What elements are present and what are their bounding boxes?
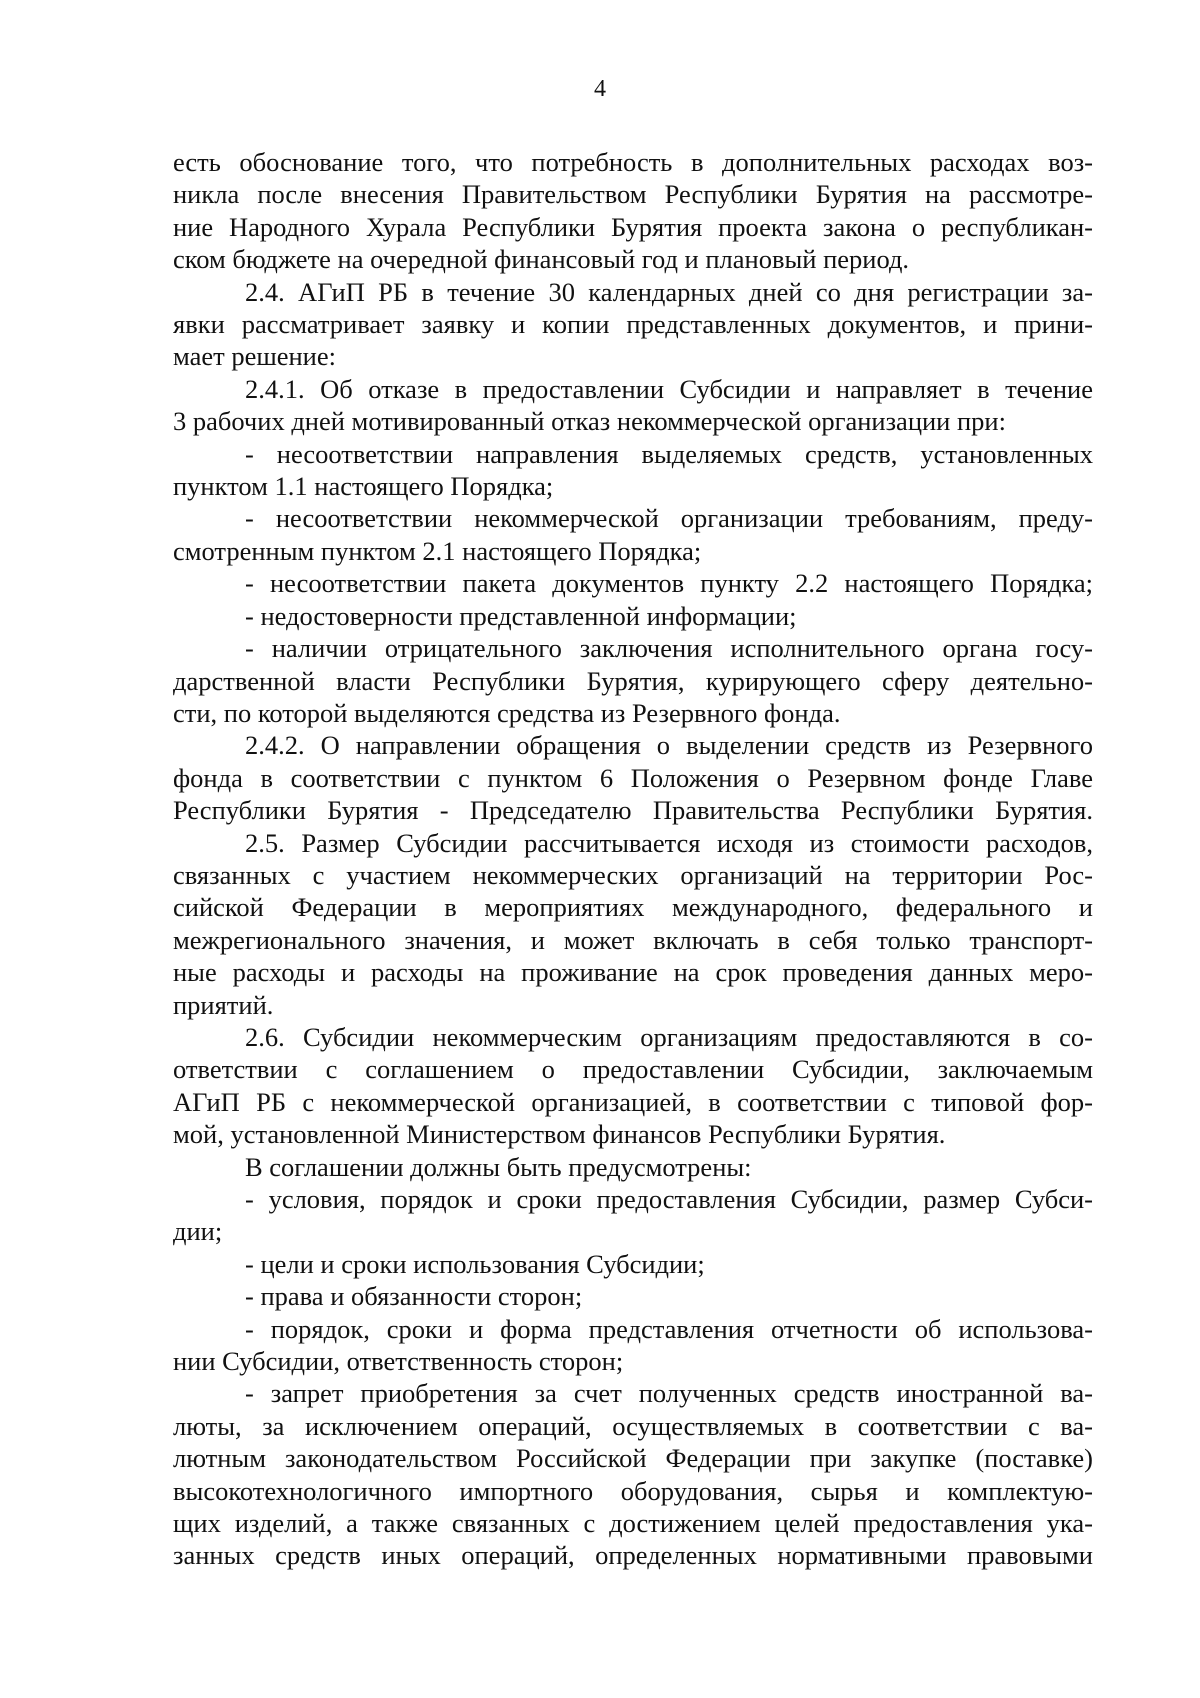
text-line: сти, по которой выделяются средства из Резервного фонда. xyxy=(173,697,841,728)
text-line: мает решение: xyxy=(173,341,336,372)
text-line: лютным законодательством Российской Федерации при закупке (поставке) xyxy=(173,1443,1093,1474)
text-line: - недостоверности представленной информации; xyxy=(245,600,797,631)
text-line: люты, за исключением операций, осуществляемых в соответствии с ва- xyxy=(173,1410,1093,1441)
text-line: - несоответствии пакета документов пункту 2.2 настоящего Порядка; xyxy=(245,568,1093,599)
text-line: никла после внесения Правительством Республики Бурятия на рассмотре- xyxy=(173,179,1093,210)
text-line: 2.4. АГиП РБ в течение 30 календарных дней со дня регистрации за- xyxy=(245,276,1093,307)
text-line: - порядок, сроки и форма представления отчетности об использова- xyxy=(245,1313,1093,1344)
text-line: - права и обязанности сторон; xyxy=(245,1281,583,1312)
text-line: высокотехнологичного импортного оборудования, сырья и комплектую- xyxy=(173,1475,1093,1506)
page-number: 4 xyxy=(594,76,606,102)
text-line: дарственной власти Республики Бурятия, курирующего сферу деятельно- xyxy=(173,665,1093,696)
text-line: межрегионального значения, и может включать в себя только транспорт- xyxy=(173,924,1093,955)
text-line: 2.4.1. Об отказе в предоставлении Субсидии и направляет в течение xyxy=(245,373,1093,404)
text-line: связанных с участием некоммерческих организаций на территории Рос- xyxy=(173,859,1093,890)
text-line: - несоответствии некоммерческой организации требованиям, преду- xyxy=(245,503,1093,534)
text-line: фонда в соответствии с пунктом 6 Положения о Резервном фонде Главе xyxy=(173,762,1093,793)
text-line: ные расходы и расходы на проживание на срок проведения данных меро- xyxy=(173,957,1093,988)
text-line: сийской Федерации в мероприятиях международного, федерального и xyxy=(173,892,1093,923)
text-line: ответствии с соглашением о предоставлении Субсидии, заключаемым xyxy=(173,1054,1093,1085)
text-line: 2.5. Размер Субсидии рассчитывается исходя из стоимости расходов, xyxy=(245,827,1093,858)
document-body xyxy=(173,146,1093,1572)
text-line: АГиП РБ с некоммерческой организацией, в соответствии с типовой фор- xyxy=(173,1086,1093,1117)
text-line: явки рассматривает заявку и копии представленных документов, и прини- xyxy=(173,309,1093,340)
text-line: приятий. xyxy=(173,989,274,1020)
text-line: занных средств иных операций, определенных нормативными правовыми xyxy=(173,1540,1093,1571)
text-line: - запрет приобретения за счет полученных средств иностранной ва- xyxy=(245,1378,1093,1409)
text-line: - цели и сроки использования Субсидии; xyxy=(245,1248,705,1279)
text-line: есть обоснование того, что потребность в дополнительных расходах воз- xyxy=(173,147,1093,177)
text-line: - несоответствии направления выделяемых средств, установленных xyxy=(245,438,1093,469)
text-line: дии; xyxy=(173,1216,223,1247)
text-line: 3 рабочих дней мотивированный отказ некоммерческой организации при: xyxy=(173,406,1006,437)
text-line: 2.6. Субсидии некоммерческим организациям предоставляются в со- xyxy=(245,1021,1093,1052)
text-line: щих изделий, а также связанных с достижением целей предоставления ука- xyxy=(173,1508,1093,1539)
text-line: В соглашении должны быть предусмотрены: xyxy=(245,1151,752,1182)
text-line: Республики Бурятия - Председателю Правительства Республики Бурятия. xyxy=(173,795,1093,826)
text-line: 2.4.2. О направлении обращения о выделении средств из Резервного xyxy=(245,730,1093,761)
text-line: пунктом 1.1 настоящего Порядка; xyxy=(173,471,554,502)
text-line: - условия, порядок и сроки предоставления Субсидии, размер Субси- xyxy=(245,1184,1093,1214)
text-line: - наличии отрицательного заключения исполнительного органа госу- xyxy=(245,633,1093,664)
text-line: нии Субсидии, ответственность сторон; xyxy=(173,1346,624,1377)
text-line: смотренным пунктом 2.1 настоящего Порядка; xyxy=(173,535,702,566)
text-line: мой, установленной Министерством финансов Республики Бурятия. xyxy=(173,1119,946,1150)
text-line: ском бюджете на очередной финансовый год и плановый период. xyxy=(173,244,910,275)
text-line: ние Народного Хурала Республики Бурятия проекта закона о республикан- xyxy=(173,211,1093,242)
